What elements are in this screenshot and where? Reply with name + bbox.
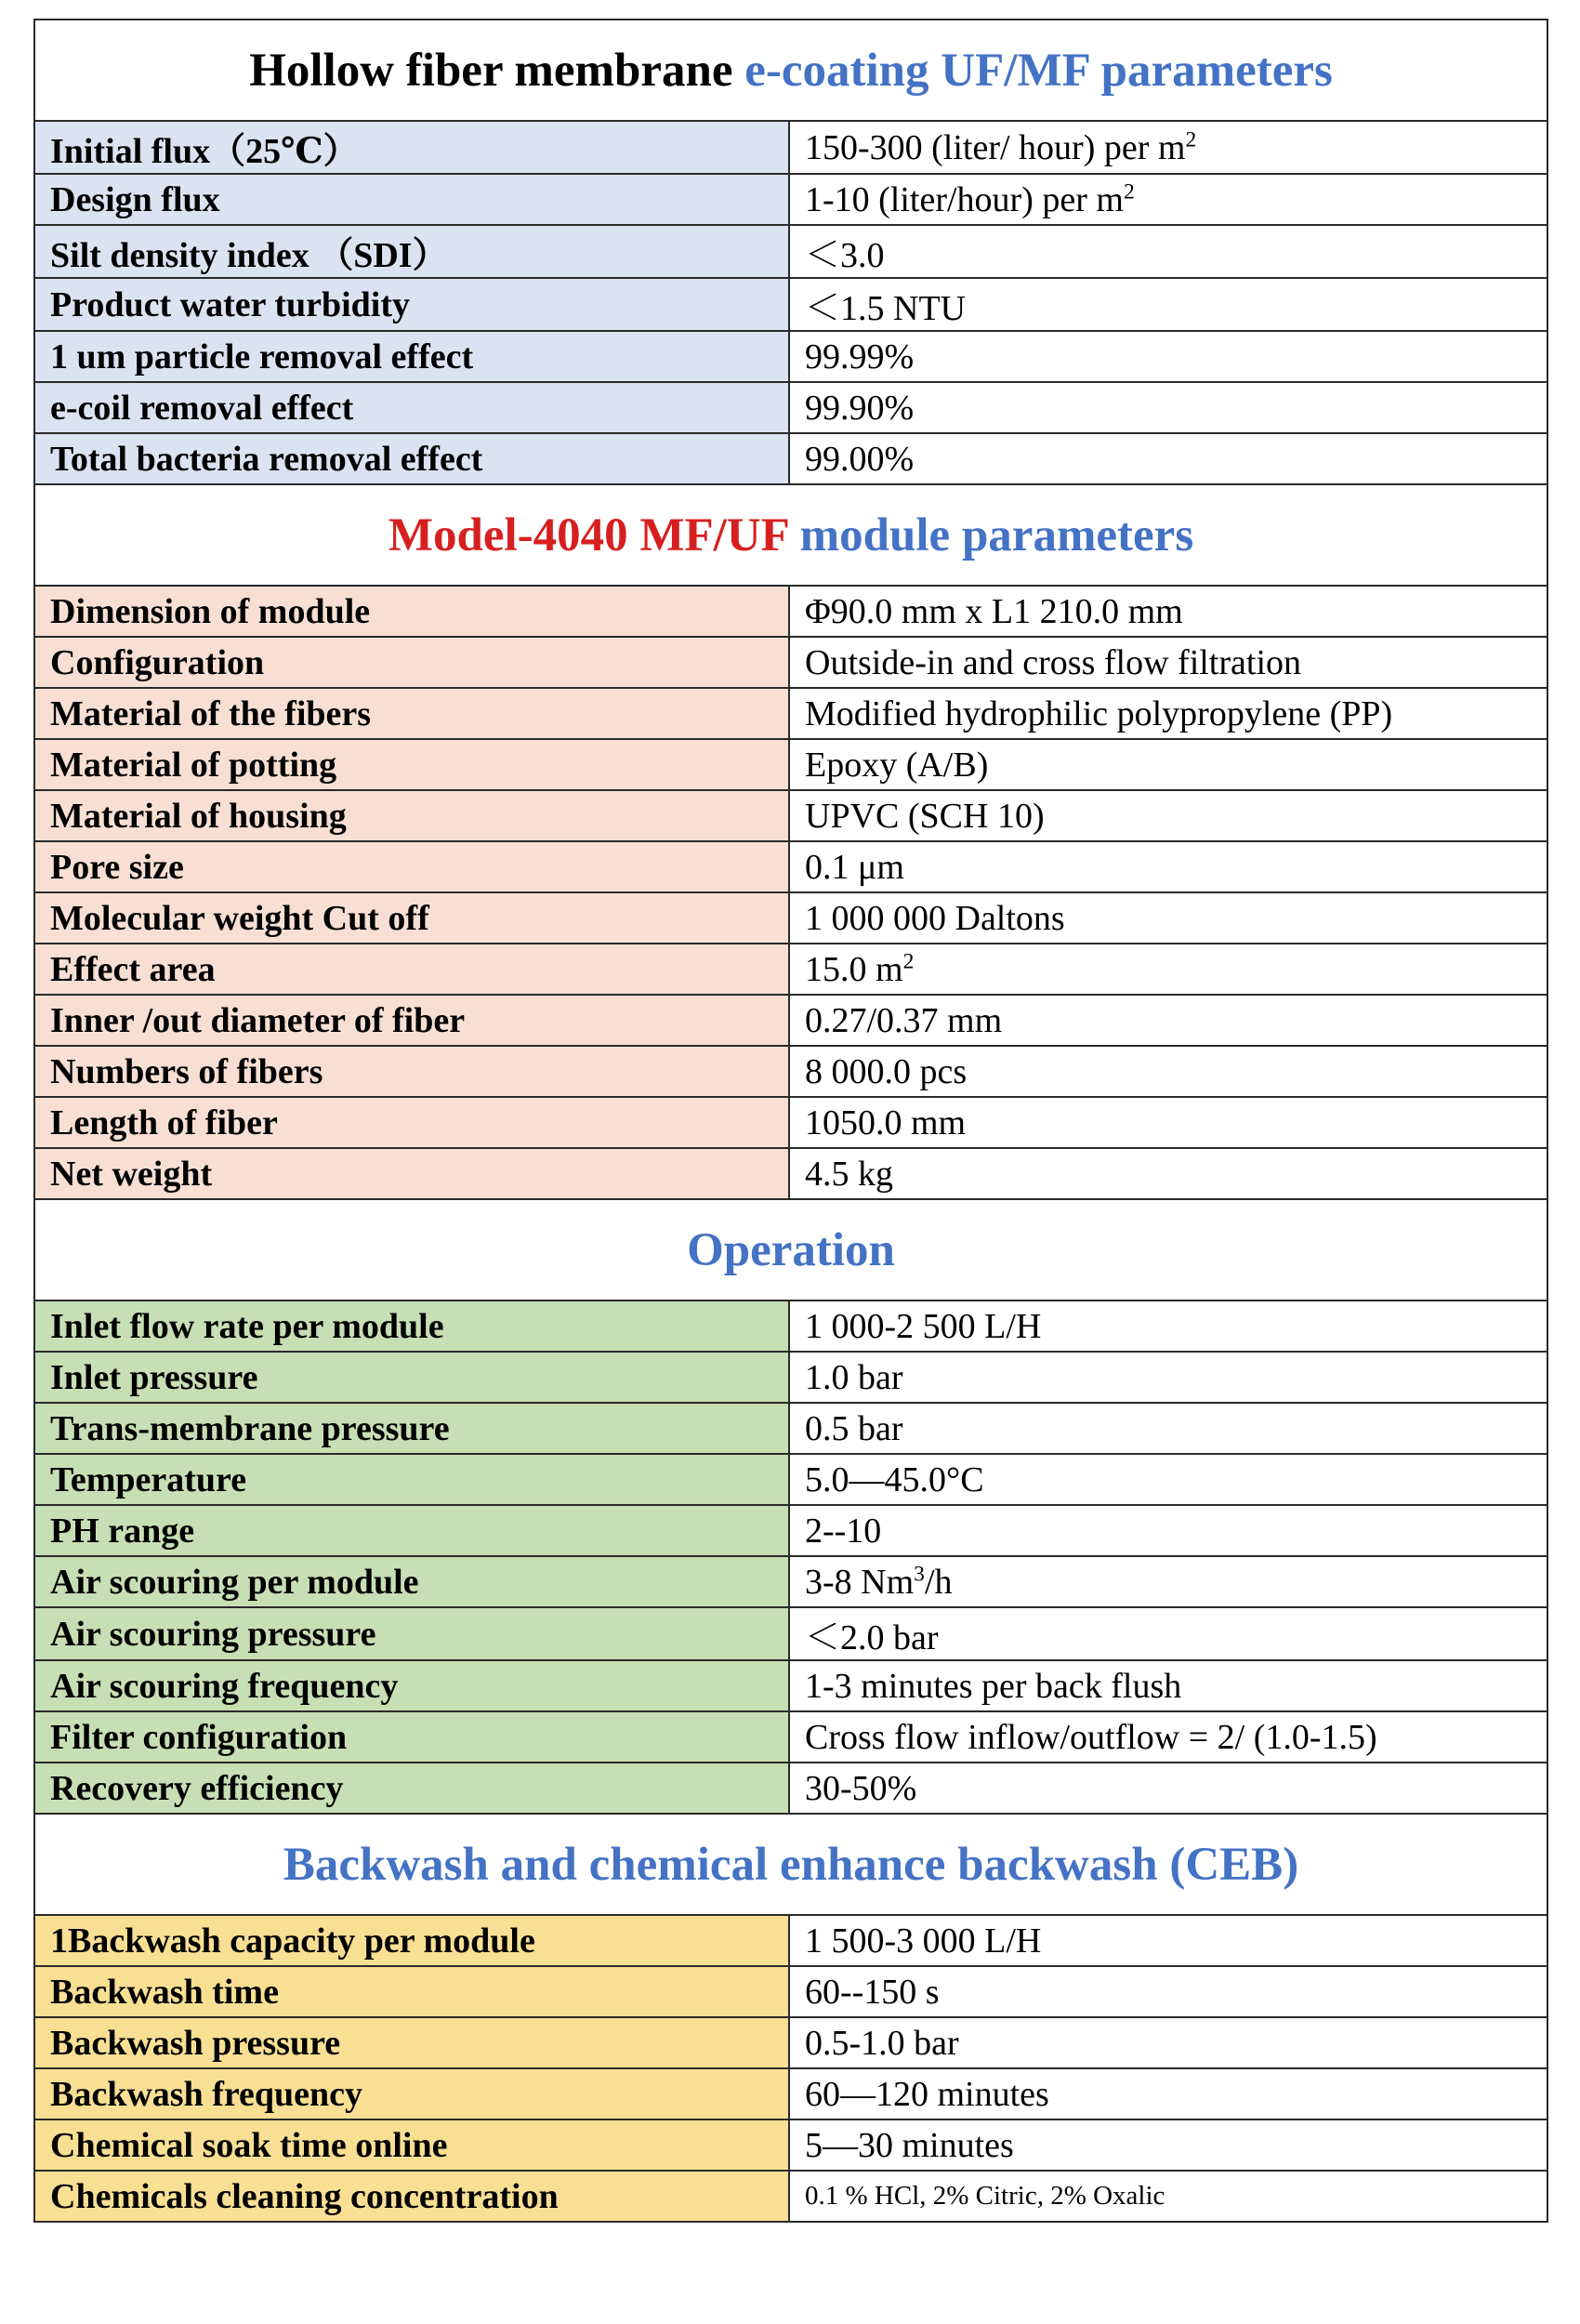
value-text-after: /h bbox=[924, 1562, 953, 1602]
title-part-highlight: Operation bbox=[687, 1223, 895, 1276]
param-value: 0.1 % HCl, 2% Citric, 2% Oxalic bbox=[789, 2171, 1547, 2222]
value-text: 1-10 (liter/hour) per m bbox=[805, 179, 1124, 219]
table-row bbox=[34, 995, 1547, 1046]
table-row bbox=[34, 433, 1547, 484]
section-title bbox=[34, 1199, 1547, 1301]
param-label: 1 um particle removal effect bbox=[34, 331, 789, 382]
table-row bbox=[34, 2068, 1547, 2119]
param-label: 1Backwash capacity per module bbox=[34, 1915, 789, 1966]
param-value: UPVC (SCH 10) bbox=[789, 790, 1547, 841]
param-value: 99.00% bbox=[789, 433, 1547, 484]
param-value: 4.5 kg bbox=[789, 1148, 1547, 1199]
table-row bbox=[34, 586, 1547, 637]
table-row bbox=[34, 1607, 1547, 1660]
value-sup: 2 bbox=[1185, 126, 1197, 152]
table-row bbox=[34, 637, 1547, 688]
param-value: 1050.0 mm bbox=[789, 1097, 1547, 1148]
param-value bbox=[789, 1556, 1547, 1607]
section-title-row bbox=[34, 20, 1547, 121]
table-row bbox=[34, 739, 1547, 790]
table-row bbox=[34, 121, 1547, 174]
param-value bbox=[789, 944, 1547, 995]
param-value: 8 000.0 pcs bbox=[789, 1046, 1547, 1097]
section-title bbox=[34, 1814, 1547, 1915]
param-value: 1 500-3 000 L/H bbox=[789, 1915, 1547, 1966]
param-label: Chemical soak time online bbox=[34, 2119, 789, 2171]
table-row bbox=[34, 892, 1547, 944]
table-row bbox=[34, 1505, 1547, 1556]
table-row bbox=[34, 1966, 1547, 2017]
table-row bbox=[34, 944, 1547, 995]
param-label: Configuration bbox=[34, 637, 789, 688]
param-label: Initial flux（25℃） bbox=[34, 121, 789, 174]
param-value: 1.0 bar bbox=[789, 1352, 1547, 1403]
section-title-row bbox=[34, 484, 1547, 586]
table-row bbox=[34, 841, 1547, 892]
param-label: Inner /out diameter of fiber bbox=[34, 995, 789, 1046]
param-label: Material of the fibers bbox=[34, 688, 789, 739]
param-label: Silt density index （SDI） bbox=[34, 225, 789, 278]
table-row bbox=[34, 1915, 1547, 1966]
value-sup: 3 bbox=[914, 1561, 925, 1586]
table-row bbox=[34, 1301, 1547, 1352]
param-label: Product water turbidity bbox=[34, 278, 789, 331]
section-title-row bbox=[34, 1814, 1547, 1915]
table-row bbox=[34, 278, 1547, 331]
param-value: 5.0—45.0°C bbox=[789, 1454, 1547, 1505]
param-label: Temperature bbox=[34, 1454, 789, 1505]
param-value: 1 000-2 500 L/H bbox=[789, 1301, 1547, 1352]
param-label: Air scouring pressure bbox=[34, 1607, 789, 1660]
section-title bbox=[34, 20, 1547, 121]
param-value: Cross flow inflow/outflow = 2/ (1.0-1.5) bbox=[789, 1711, 1547, 1763]
section-title-row bbox=[34, 1199, 1547, 1301]
value-text: 150-300 (liter/ hour) per m bbox=[805, 127, 1186, 167]
table-row bbox=[34, 1711, 1547, 1763]
parameters-table bbox=[33, 19, 1548, 2223]
table-row bbox=[34, 1148, 1547, 1199]
table-row bbox=[34, 1403, 1547, 1454]
section-title bbox=[34, 484, 1547, 586]
table-row bbox=[34, 1046, 1547, 1097]
param-label: Backwash frequency bbox=[34, 2068, 789, 2119]
param-value: 60—120 minutes bbox=[789, 2068, 1547, 2119]
param-label: Material of potting bbox=[34, 739, 789, 790]
param-value: 99.90% bbox=[789, 382, 1547, 433]
param-value: 2--10 bbox=[789, 1505, 1547, 1556]
param-value: 30-50% bbox=[789, 1763, 1547, 1814]
param-label: Air scouring frequency bbox=[34, 1660, 789, 1711]
section-module bbox=[34, 484, 1547, 1199]
value-text: 15.0 m bbox=[805, 949, 903, 989]
table-row bbox=[34, 1660, 1547, 1711]
table-row bbox=[34, 688, 1547, 739]
param-value: ＜1.5 NTU bbox=[789, 278, 1547, 331]
param-value: Epoxy (A/B) bbox=[789, 739, 1547, 790]
param-value: 0.5-1.0 bar bbox=[789, 2017, 1547, 2068]
param-value: 0.1 μm bbox=[789, 841, 1547, 892]
table-row bbox=[34, 790, 1547, 841]
title-part: Hollow fiber membrane bbox=[249, 44, 745, 97]
param-label: Effect area bbox=[34, 944, 789, 995]
table-row bbox=[34, 1556, 1547, 1607]
section-backwash bbox=[34, 1814, 1547, 2222]
table-row bbox=[34, 1454, 1547, 1505]
param-value: 99.99% bbox=[789, 331, 1547, 382]
value-sup: 2 bbox=[1123, 178, 1135, 204]
param-label: Chemicals cleaning concentration bbox=[34, 2171, 789, 2222]
title-part-highlight: Backwash and chemical enhance backwash (CEB) bbox=[283, 1838, 1299, 1891]
param-value: 60--150 s bbox=[789, 1966, 1547, 2017]
title-part-highlight: module parameters bbox=[799, 508, 1194, 561]
param-label: Total bacteria removal effect bbox=[34, 433, 789, 484]
section-operation bbox=[34, 1199, 1547, 1814]
param-label: Numbers of fibers bbox=[34, 1046, 789, 1097]
table-row bbox=[34, 1763, 1547, 1814]
table-row bbox=[34, 382, 1547, 433]
param-label: Dimension of module bbox=[34, 586, 789, 637]
value-sup: 2 bbox=[902, 948, 915, 973]
param-label: Inlet flow rate per module bbox=[34, 1301, 789, 1352]
param-label: Pore size bbox=[34, 841, 789, 892]
param-label: Backwash pressure bbox=[34, 2017, 789, 2068]
table-row bbox=[34, 2119, 1547, 2171]
param-value: 0.5 bar bbox=[789, 1403, 1547, 1454]
title-part-model: Model-4040 MF/UF bbox=[388, 508, 800, 561]
param-value: 1 000 000 Daltons bbox=[789, 892, 1547, 944]
param-label: Filter configuration bbox=[34, 1711, 789, 1763]
param-label: PH range bbox=[34, 1505, 789, 1556]
section-hollow-fiber bbox=[34, 20, 1547, 484]
param-value: Φ90.0 mm x L1 210.0 mm bbox=[789, 586, 1547, 637]
value-text: 3-8 Nm bbox=[805, 1562, 915, 1602]
param-label: Length of fiber bbox=[34, 1097, 789, 1148]
param-label: Material of housing bbox=[34, 790, 789, 841]
table-row bbox=[34, 331, 1547, 382]
param-label: Trans-membrane pressure bbox=[34, 1403, 789, 1454]
param-label: Air scouring per module bbox=[34, 1556, 789, 1607]
param-value: ＜3.0 bbox=[789, 225, 1547, 278]
table-row bbox=[34, 1352, 1547, 1403]
param-label: Recovery efficiency bbox=[34, 1763, 789, 1814]
param-value bbox=[789, 121, 1547, 174]
param-label: Inlet pressure bbox=[34, 1352, 789, 1403]
param-value bbox=[789, 174, 1547, 225]
param-value: 1-3 minutes per back flush bbox=[789, 1660, 1547, 1711]
table-row bbox=[34, 1097, 1547, 1148]
title-part-highlight: e-coating UF/MF parameters bbox=[744, 44, 1333, 97]
param-label: Net weight bbox=[34, 1148, 789, 1199]
table-row bbox=[34, 225, 1547, 278]
table-row bbox=[34, 2171, 1547, 2222]
table-row bbox=[34, 174, 1547, 225]
param-value: ＜2.0 bar bbox=[789, 1607, 1547, 1660]
param-label: Backwash time bbox=[34, 1966, 789, 2017]
param-value: 0.27/0.37 mm bbox=[789, 995, 1547, 1046]
param-value: 5—30 minutes bbox=[789, 2119, 1547, 2171]
param-label: e-coil removal effect bbox=[34, 382, 789, 433]
param-label: Design flux bbox=[34, 174, 789, 225]
param-value: Modified hydrophilic polypropylene (PP) bbox=[789, 688, 1547, 739]
param-value: Outside-in and cross flow filtration bbox=[789, 637, 1547, 688]
param-label: Molecular weight Cut off bbox=[34, 892, 789, 944]
table-row bbox=[34, 2017, 1547, 2068]
